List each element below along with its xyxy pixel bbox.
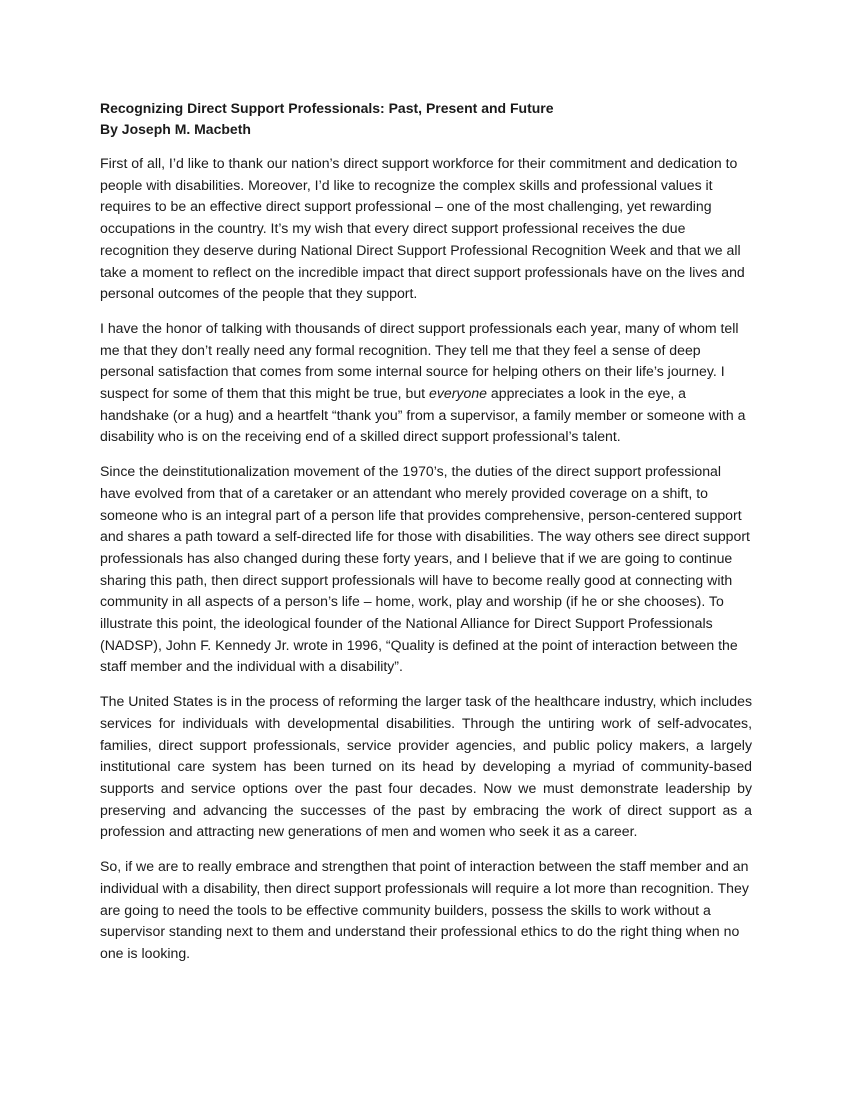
title-block bbox=[100, 98, 752, 140]
paragraph-2-emphasis: everyone bbox=[429, 385, 487, 402]
paragraph-5: So, if we are to really embrace and strengthen that point of interaction between the staff member and an individual with a disability, then direct support professionals will require a lot more than recognition. They are going to need the tools to be effective community builders, possess the skills to work without a supervisor standing next to them and understand their professional ethics to do the right thing when no one is looking. bbox=[100, 858, 749, 961]
paragraph-2-text-before: I have the honor of talking with thousands of direct support professionals each year, many of whom tell me that they don’t really need any formal recognition. They tell me that they feel a sense of deep personal satisfaction that comes from some internal source for helping others on their life’s journey. I suspect for some of them that this might be true, but bbox=[100, 319, 739, 402]
paragraph-1: First of all, I’d like to thank our nation’s direct support workforce for their commitment and dedication to people with disabilities. Moreover, I’d like to recognize the complex skills and professional values it requires to be an effective direct support professional – one of the most challenging, yet rewarding occupations in the country. It’s my wish that every direct support professional receives the due recognition they deserve during National Direct Support Professional Recognition Week and that we all take a moment to reflect on the incredible impact that direct support professionals have on the lives and personal outcomes of the people that they support. bbox=[100, 155, 745, 302]
document-page bbox=[100, 98, 752, 978]
paragraph-4: The United States is in the process of reforming the larger task of the healthcare industry, which includes services for individuals with developmental disabilities. Through the untiring work of self-advocates, families, direct support professionals, service provider agencies, and public policy makers, a largely institutional care system has been turned on its head by developing a myriad of community-based supports and service options over the past four decades. Now we must demonstrate leadership by preserving and advancing the successes of the past by embracing the work of direct support as a profession and attracting new generations of men and women who seek it as a career. bbox=[100, 693, 752, 840]
paragraph-2 bbox=[100, 318, 752, 448]
document-title: Recognizing Direct Support Professionals: Past, Present and Future bbox=[100, 100, 554, 116]
paragraph-2-text-after: appreciates a look in the eye, a handshake (or a hug) and a heartfelt “thank you” from a supervisor, a family member or someone with a disability who is on the receiving end of a skilled direct support professional’s talent. bbox=[100, 385, 746, 445]
author-byline: By Joseph M. Macbeth bbox=[100, 121, 251, 137]
paragraph-3: Since the deinstitutionalization movement of the 1970’s, the duties of the direct support professional have evolved from that of a caretaker or an attendant who merely provided coverage on a shift, to someone who is an integral part of a person life that provides comprehensive, person-centered support and shares a path toward a self-directed life for those with disabilities. The way others see direct support professionals has also changed during these forty years, and I believe that if we are going to continue sharing this path, then direct support professionals will have to become really good at connecting with community in all aspects of a person’s life – home, work, play and worship (if he or she chooses). To illustrate this point, the ideological founder of the National Alliance for Direct Support Professionals (NADSP), John F. Kennedy Jr. wrote in 1996, “Quality is defined at the point of interaction between the staff member and the individual with a disability”. bbox=[100, 463, 750, 675]
